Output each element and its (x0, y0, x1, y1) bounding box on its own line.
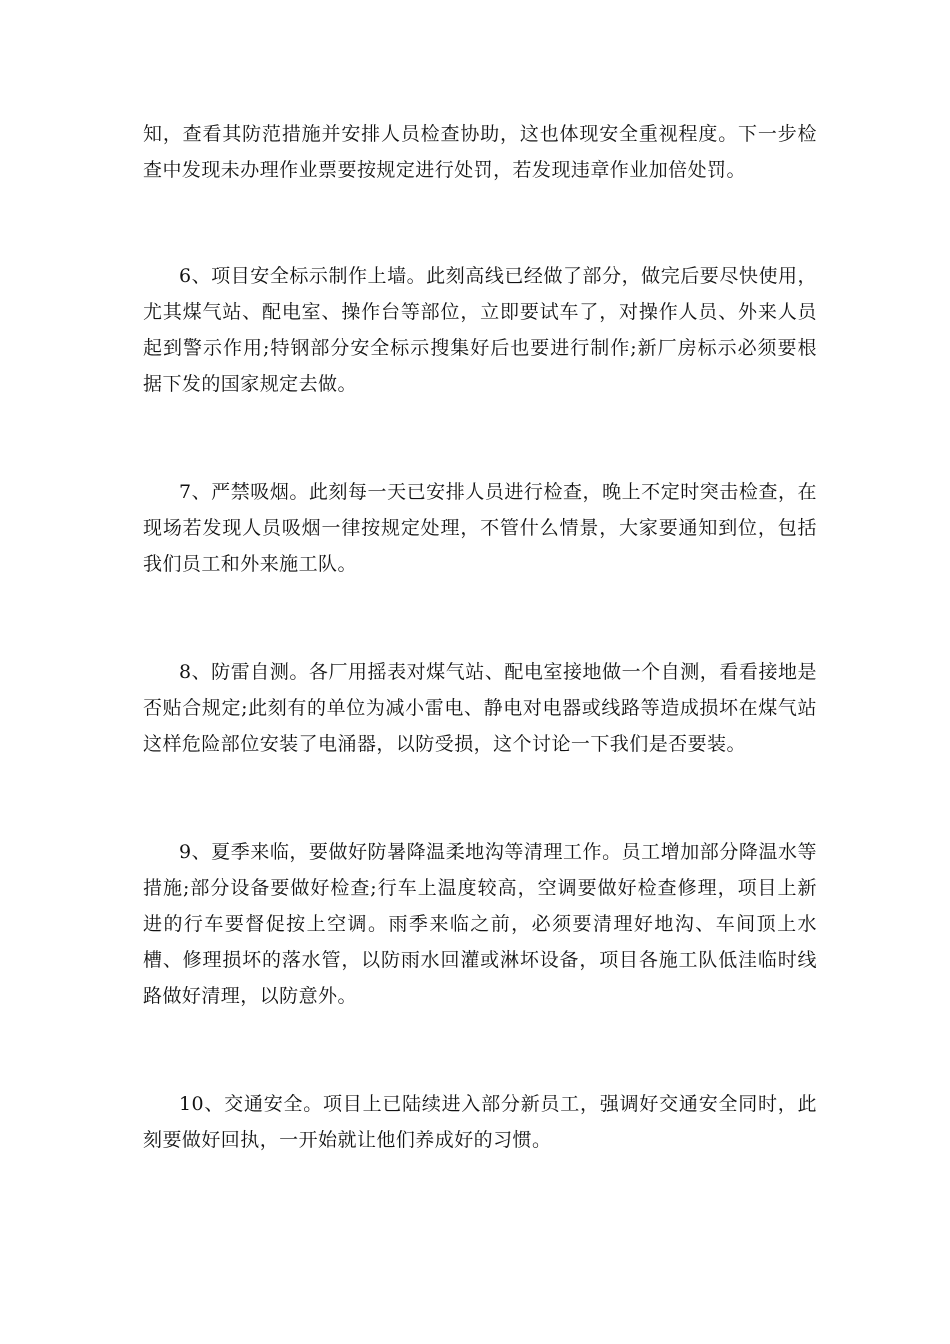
paragraph-item-6: 6、项目安全标示制作上墙。此刻高线已经做了部分，做完后要尽快使用，尤其煤气站、配电室、操作台等部位，立即要试车了，对操作人员、外来人员起到警示作用;特钢部分安全标示搜集好后也要进行制作;新厂房标示必须要根据下发的国家规定去做。 (143, 265, 817, 395)
paragraph-item-8: 8、防雷自测。各厂用摇表对煤气站、配电室接地做一个自测，看看接地是否贴合规定;此刻有的单位为减小雷电、静电对电器或线路等造成损坏在煤气站这样危险部位安装了电涌器，以防受损，这个讨论一下我们是否要装。 (143, 661, 817, 755)
paragraph-item-7: 7、严禁吸烟。此刻每一天已安排人员进行检查，晚上不定时突击检查，在现场若发现人员吸烟一律按规定处理，不管什么情景，大家要通知到位，包括我们员工和外来施工队。 (143, 481, 817, 575)
paragraph-continuation: 知，查看其防范措施并安排人员检查协助，这也体现安全重视程度。下一步检查中发现未办理作业票要按规定进行处罚，若发现违章作业加倍处罚。 (143, 123, 817, 181)
paragraph-item-10: 10、交通安全。项目上已陆续进入部分新员工，强调好交通安全同时，此刻要做好回执，一开始就让他们养成好的习惯。 (143, 1093, 817, 1151)
paragraph-item-9: 9、夏季来临，要做好防暑降温柔地沟等清理工作。员工增加部分降温水等措施;部分设备要做好检查;行车上温度较高，空调要做好检查修理，项目上新进的行车要督促按上空调。雨季来临之前，必须要清理好地沟、车间顶上水槽、修理损坏的落水管，以防雨水回灌或淋坏设备，项目各施工队低洼临时线路做好清理，以防意外。 (143, 841, 817, 1007)
